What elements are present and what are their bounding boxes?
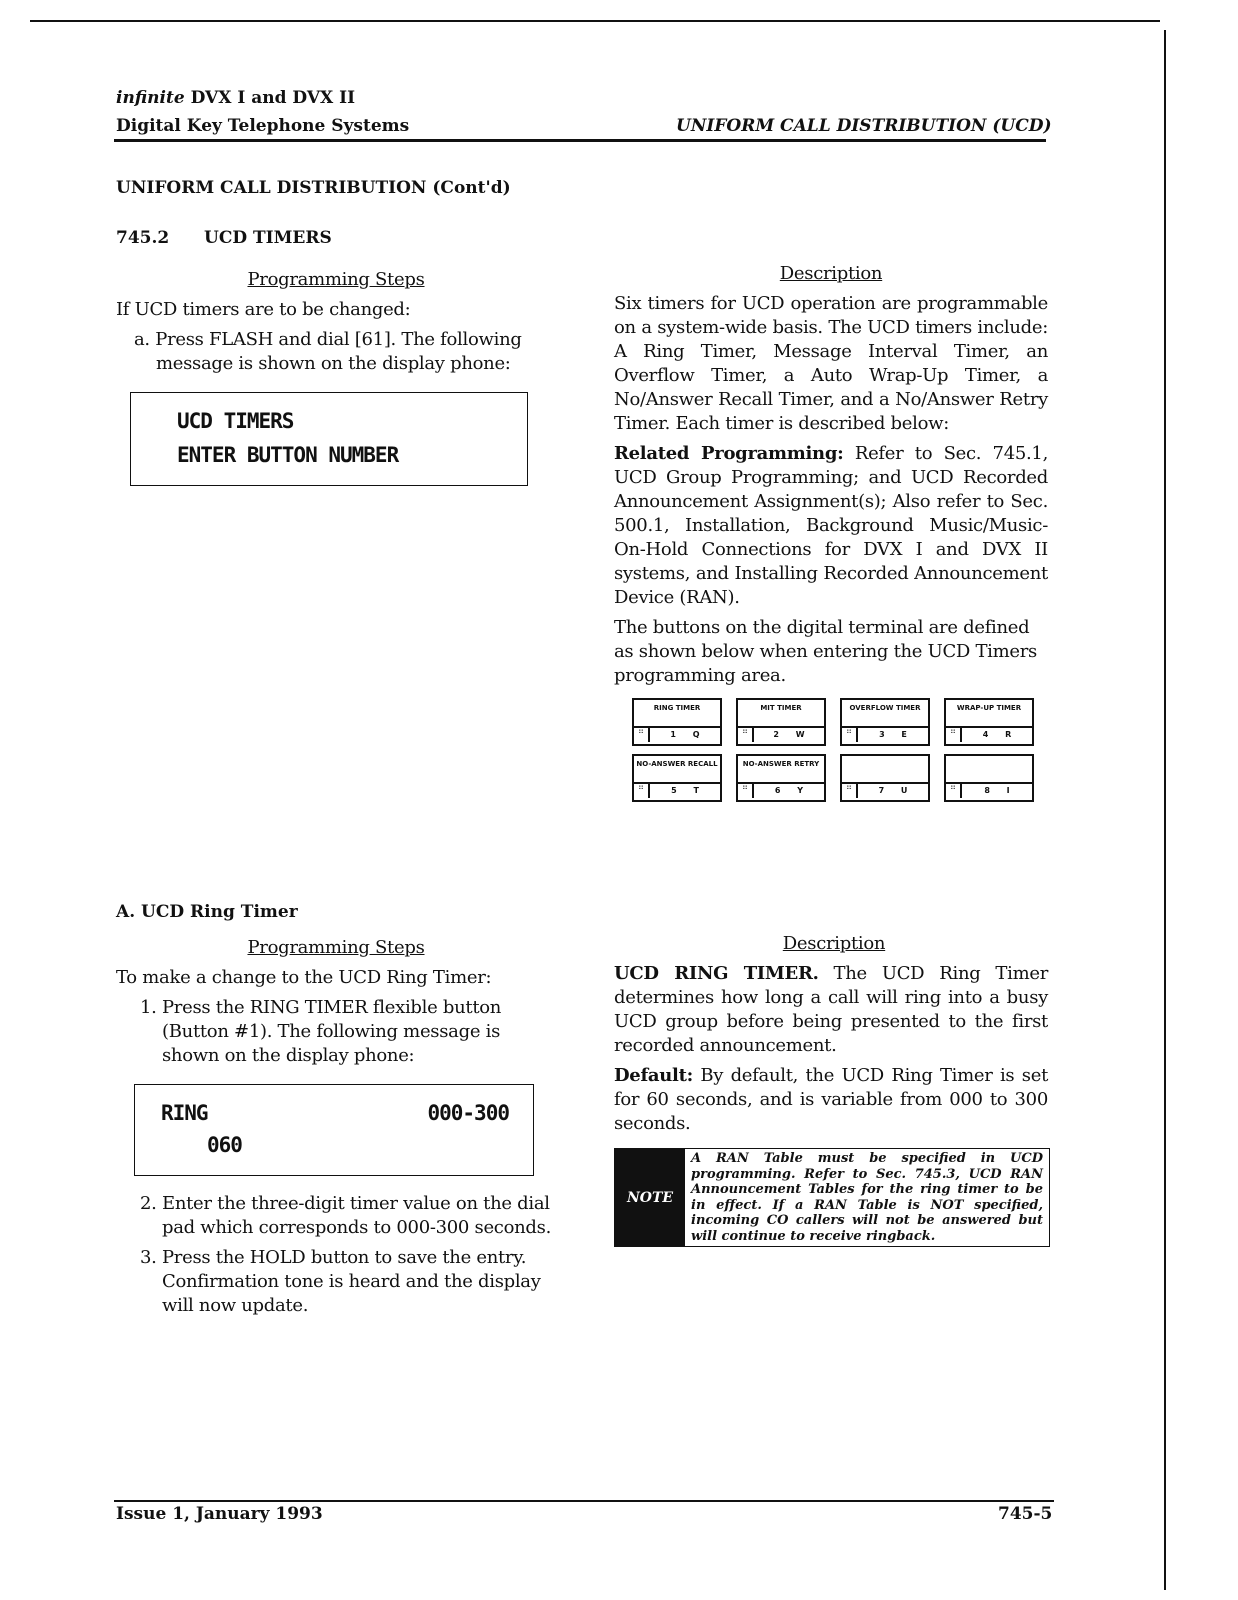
default-text [614,1064,1048,1136]
header-rule [114,139,1046,142]
programming-steps-heading-2: Programming Steps [247,937,425,958]
led-icon: :: [946,784,962,798]
flexible-button-6 [736,754,826,802]
flexible-button-4 [944,698,1034,746]
buttons-intro: The buttons on the digital terminal are defined as shown below when entering the UCD Timers programming area. [614,617,1037,686]
ring-timer-description [614,962,1048,1058]
step-3: 3. Press the HOLD button to save the entry. Confirmation tone is heard and the display will now update. [140,1247,541,1316]
desc-label: UCD RING TIMER. [614,963,819,984]
led-icon: :: [634,728,650,742]
led-icon: :: [634,784,650,798]
footer-rule [114,1500,1054,1502]
note-text: A RAN Table must be specified in UCD programming. Refer to Sec. 745.3, UCD RAN Announcement Tables for the ring timer to be in effect. If a RAN Table is NOT specified, incoming CO callers will not be answered but will continue to receive ringback. [691,1151,1043,1244]
lcd-ring: RING [161,1101,208,1125]
button-keys: 2 W [773,730,805,739]
intro-text-2: To make a change to the UCD Ring Timer: [116,967,492,988]
programming-steps-heading: Programming Steps [247,269,425,290]
note-box [614,1148,1050,1247]
button-keys: 3 E [879,730,907,739]
part2-left-column [116,936,556,1324]
footer-issue: Issue 1, January 1993 [116,1504,323,1524]
button-label: RING TIMER [634,700,720,728]
button-label: WRAP-UP TIMER [946,700,1032,728]
related-label: Related Programming: [614,443,844,464]
lcd-line-1: UCD TIMERS [177,409,294,433]
page-number: 745-5 [998,1504,1053,1524]
led-icon: :: [842,784,858,798]
button-keys: 6 Y [774,786,804,795]
header-subtitle: Digital Key Telephone Systems [116,116,410,136]
button-keys: 8 I [984,786,1010,795]
button-label: MIT TIMER [738,700,824,728]
part1-left-column [116,268,556,492]
flexible-button-3 [840,698,930,746]
flexible-button-2 [736,698,826,746]
note-label: NOTE [615,1149,685,1246]
section-title: UCD TIMERS [204,228,332,248]
right-edge-rule [1164,30,1166,1590]
related-programming [614,442,1048,610]
button-label: NO-ANSWER RETRY [738,756,824,784]
step-1: 1. Press the RING TIMER flexible button (Button #1). The following message is shown on the display phone: [140,997,502,1066]
button-keys: 7 U [878,786,908,795]
description-heading: Description [779,263,883,284]
brand: infinite [116,88,185,108]
button-keys: 1 Q [670,730,700,739]
desc-text: The UCD Ring Timer determines how long a call will ring into a busy UCD group before being presented to the first recorded announcement. [614,963,1049,1056]
button-layout [614,698,1034,802]
lcd-line-2: ENTER BUTTON NUMBER [177,443,399,467]
led-icon: :: [738,784,754,798]
part1-right-column [614,262,1048,808]
flexible-button-8 [944,754,1034,802]
flexible-button-1 [632,698,722,746]
flexible-button-5 [632,754,722,802]
lcd-value: 060 [207,1133,242,1157]
section-number: 745.2 [116,228,170,248]
led-icon: :: [842,728,858,742]
button-label: OVERFLOW TIMER [842,700,928,728]
default-label: Default: [614,1065,693,1086]
button-keys: 4 R [982,730,1012,739]
header-title [116,88,355,108]
part2-right-column [614,932,1054,1253]
description-text: Six timers for UCD operation are programmable on a system-wide basis. The UCD timers include: A Ring Timer, Message Interval Timer, an Overflow Timer, a Auto Wrap-Up Timer, a No/Answer Recall Timer, and a No/Answer Retry Timer. Each timer is described below: [614,293,1048,434]
button-keys: 5 T [671,786,699,795]
flexible-button-7 [840,754,930,802]
product-name: DVX I and DVX II [190,88,356,108]
step-a: a. Press FLASH and dial [61]. The following message is shown on the display phone: [134,329,522,374]
led-icon: :: [738,728,754,742]
header-section: UNIFORM CALL DISTRIBUTION (UCD) [676,116,1052,136]
button-label [946,756,1032,784]
page-heading: UNIFORM CALL DISTRIBUTION (Cont'd) [116,178,511,198]
default-value: By default, the UCD Ring Timer is set for 60 seconds, and is variable from 000 to 300 seconds. [614,1065,1048,1134]
step-2: 2. Enter the three-digit timer value on the dial pad which corresponds to 000-300 seconds. [140,1193,551,1238]
led-icon: :: [946,728,962,742]
subsection-title: A. UCD Ring Timer [116,902,298,922]
button-label: NO-ANSWER RECALL [634,756,720,784]
top-rule [30,20,1160,22]
intro-text: If UCD timers are to be changed: [116,299,411,320]
lcd-display-2 [134,1084,534,1176]
lcd-range: 000-300 [427,1101,509,1125]
description-heading-2: Description [782,933,886,954]
lcd-display [130,392,528,486]
button-label [842,756,928,784]
related-text: Refer to Sec. 745.1, UCD Group Programming; and UCD Recorded Announcement Assignment(s); Also refer to Sec. 500.1, Installation, Background Music/Music-On-Hold Connections for DVX I and DVX II systems, and Installing Recorded Announcement Device (RAN). [614,443,1049,608]
